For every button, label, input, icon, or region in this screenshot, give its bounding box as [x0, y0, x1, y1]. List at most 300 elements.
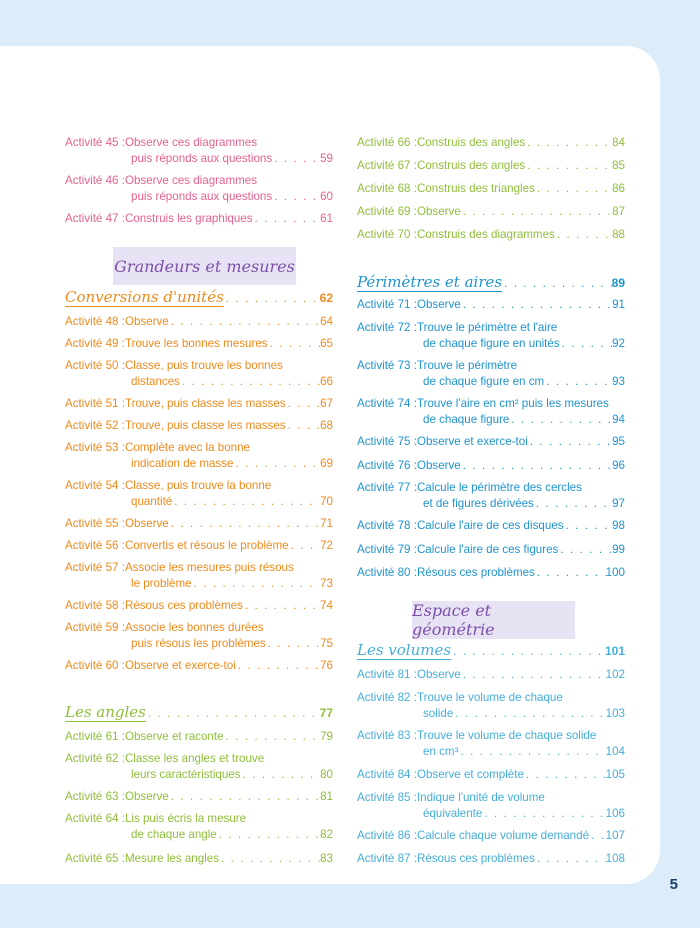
leader-dots [169, 516, 320, 532]
section-heading[interactable] [65, 703, 333, 722]
toc-entry[interactable] [65, 516, 333, 532]
activity-title: Classe les angles et trouve [124, 752, 265, 765]
activity-title: le problème [131, 577, 192, 590]
activity-title: Observe [124, 517, 169, 530]
activity-label: Activité 78 : [357, 519, 417, 532]
activity-title: leurs caractéristiques [131, 768, 241, 781]
activity-title: Trouve les bonnes mesures [124, 337, 268, 350]
leader-dots [461, 667, 606, 683]
activity-label: Activité 60 : [65, 659, 125, 672]
toc-entry[interactable] [357, 518, 625, 534]
activity-title: Construis des angles [416, 159, 526, 172]
toc-entry-line [65, 494, 333, 510]
activity-title: quantité [131, 495, 173, 508]
activity-label: Activité 55 : [65, 517, 125, 530]
activity-title: Calcule l'aire de ces figures [416, 543, 559, 556]
page-ref: 66 [320, 375, 333, 388]
toc-entry-line [65, 189, 333, 205]
toc-entry[interactable] [357, 542, 625, 558]
page-ref: 85 [612, 159, 625, 172]
toc-entry-line [357, 706, 625, 722]
toc-entry-line [357, 227, 625, 243]
activity-label: Activité 86 : [357, 829, 417, 842]
toc-entry[interactable] [65, 440, 333, 472]
toc-entry[interactable] [357, 458, 625, 474]
toc-entry-line [65, 811, 333, 827]
activity-label: Activité 54 : [65, 479, 125, 492]
page-ref: 59 [320, 152, 333, 165]
activity-label: Activité 53 : [65, 441, 125, 454]
toc-entry-line [357, 297, 625, 313]
leader-dots [241, 767, 321, 783]
activity-title: Indique l'unité de volume [416, 791, 545, 804]
toc-entry[interactable] [357, 181, 625, 197]
leader-dots [169, 789, 320, 805]
page-ref: 104 [605, 745, 625, 758]
leader-dots [272, 151, 320, 167]
page-ref: 64 [320, 315, 333, 328]
toc-entry[interactable] [65, 811, 333, 843]
toc-entry-line [357, 412, 625, 428]
activity-title: Lis puis écris la mesure [124, 812, 247, 825]
activity-label: Activité 56 : [65, 539, 125, 552]
section-banner: Grandeurs et mesures [113, 247, 296, 285]
page-ref: 94 [612, 413, 625, 426]
toc-entry[interactable] [357, 320, 625, 352]
page-ref: 86 [612, 182, 625, 195]
activity-title: Observe et exerce-toi [416, 435, 528, 448]
page-ref: 76 [320, 659, 333, 672]
toc-entry[interactable] [65, 598, 333, 614]
activity-title: Observe [416, 668, 461, 681]
activity-label: Activité 87 : [357, 852, 417, 865]
toc-entry-line [65, 789, 333, 805]
toc-entry-line [65, 336, 333, 352]
activity-label: Activité 64 : [65, 812, 125, 825]
activity-title: Trouve, puis classe les masses [124, 397, 286, 410]
activity-title: Trouve le volume de chaque solide [416, 729, 597, 742]
toc-entry-line [357, 320, 625, 336]
toc-entry[interactable] [357, 828, 625, 844]
activity-title: en cm³ [423, 745, 459, 758]
page-ref: 62 [319, 291, 333, 305]
leader-dots [253, 211, 321, 227]
activity-title: Observe [416, 205, 461, 218]
section-heading[interactable] [357, 641, 625, 660]
leader-dots [564, 518, 613, 534]
toc-entry-line [357, 480, 625, 496]
leader-dots [558, 542, 612, 558]
toc-entry[interactable] [357, 565, 625, 581]
page-ref: 91 [612, 298, 625, 311]
leader-dots [544, 374, 612, 390]
activity-label: Activité 83 : [357, 729, 417, 742]
leader-dots [482, 806, 605, 822]
activity-label: Activité 49 : [65, 337, 125, 350]
leader-dots [268, 336, 321, 352]
activity-title: Observe [124, 315, 169, 328]
toc-entry-line [357, 374, 625, 390]
toc-entry[interactable] [65, 538, 333, 554]
activity-title: Associe les bonnes durées [124, 621, 264, 634]
activity-label: Activité 66 : [357, 136, 417, 149]
leader-dots [589, 828, 606, 844]
leader-dots [243, 598, 320, 614]
toc-entry[interactable] [65, 358, 333, 390]
page-ref: 92 [612, 337, 625, 350]
page-ref: 68 [320, 419, 333, 432]
toc-entry-line [357, 790, 625, 806]
activity-title: Trouve le périmètre [416, 359, 518, 372]
activity-title: Observe et exerce-toi [124, 659, 236, 672]
toc-entry-line [65, 636, 333, 652]
toc-entry[interactable] [357, 297, 625, 313]
activity-title: Mesure les angles [124, 852, 220, 865]
toc-entry-line [65, 135, 333, 151]
activity-title: Résous ces problèmes [416, 852, 535, 865]
activity-label: Activité 59 : [65, 621, 125, 634]
activity-label: Activité 79 : [357, 543, 417, 556]
activity-title: de chaque figure en unités [423, 337, 560, 350]
leader-dots [509, 412, 612, 428]
activity-title: Construis des diagrammes [416, 228, 555, 241]
leader-dots [169, 314, 320, 330]
toc-entry-line [65, 560, 333, 576]
activity-title: indication de masse [131, 457, 234, 470]
page-ref: 103 [605, 707, 625, 720]
page-ref: 67 [320, 397, 333, 410]
toc-entry[interactable] [65, 418, 333, 434]
toc-entry[interactable] [65, 396, 333, 412]
activity-label: Activité 71 : [357, 298, 417, 311]
leader-dots [525, 158, 612, 174]
activity-label: Activité 76 : [357, 459, 417, 472]
activity-title: Observe et raconte [124, 730, 224, 743]
toc-entry-line [65, 751, 333, 767]
activity-title: de chaque angle [131, 828, 217, 841]
activity-label: Activité 63 : [65, 790, 125, 803]
activity-title: Résous ces problèmes [416, 566, 535, 579]
leader-dots [528, 434, 612, 450]
leader-dots [217, 827, 320, 843]
toc-entry[interactable] [357, 851, 625, 867]
activity-title: Construis des angles [416, 136, 526, 149]
page-ref: 102 [605, 668, 625, 681]
toc-entry[interactable] [357, 135, 625, 151]
activity-label: Activité 47 : [65, 212, 125, 225]
toc-entry[interactable] [65, 314, 333, 330]
activity-label: Activité 73 : [357, 359, 417, 372]
page-ref: 74 [320, 599, 333, 612]
toc-entry[interactable] [357, 767, 625, 783]
activity-label: Activité 45 : [65, 136, 125, 149]
activity-title: Observe ces diagrammes [124, 174, 258, 187]
leader-dots [502, 277, 612, 290]
toc-entry-line [357, 542, 625, 558]
activity-title: solide [423, 707, 454, 720]
toc-entry[interactable] [65, 336, 333, 352]
leader-dots [461, 297, 612, 313]
leader-dots [458, 744, 605, 760]
toc-entry-line [357, 135, 625, 151]
toc-entry[interactable] [357, 728, 625, 760]
activity-label: Activité 69 : [357, 205, 417, 218]
toc-entry-line [357, 496, 625, 512]
activity-label: Activité 50 : [65, 359, 125, 372]
activity-label: Activité 80 : [357, 566, 417, 579]
activity-title: Observe et complète [416, 768, 524, 781]
activity-title: Observe ces diagrammes [124, 136, 258, 149]
toc-entry-line [65, 576, 333, 592]
page-ref: 84 [612, 136, 625, 149]
page-ref: 80 [320, 768, 333, 781]
toc-entry[interactable] [357, 396, 625, 428]
activity-label: Activité 74 : [357, 397, 417, 410]
toc-entry[interactable] [357, 790, 625, 822]
toc-entry-line [357, 396, 625, 412]
toc-entry[interactable] [65, 211, 333, 227]
activity-title: Trouve l'aire en cm² puis les mesures [416, 397, 609, 410]
activity-label: Activité 65 : [65, 852, 125, 865]
leader-dots [233, 456, 320, 472]
leader-dots [461, 458, 612, 474]
activity-label: Activité 46 : [65, 174, 125, 187]
activity-title: Calcule l'aire de ces disques [416, 519, 564, 532]
toc-entry-line [357, 667, 625, 683]
toc-entry-line [65, 358, 333, 374]
toc-entry[interactable] [357, 158, 625, 174]
page-ref: 82 [320, 828, 333, 841]
toc-entry[interactable] [65, 478, 333, 510]
page-ref: 79 [320, 730, 333, 743]
toc-entry-line [65, 538, 333, 554]
activity-title: Trouve le périmètre et l'aire [416, 321, 558, 334]
activity-title: puis réponds aux questions [131, 152, 273, 165]
activity-label: Activité 52 : [65, 419, 125, 432]
leader-dots [224, 292, 320, 305]
toc-entry-line [65, 151, 333, 167]
toc-entry-line [357, 434, 625, 450]
activity-title: de chaque figure en cm [423, 375, 545, 388]
activity-label: Activité 82 : [357, 691, 417, 704]
leader-dots [224, 729, 321, 745]
activity-label: Activité 58 : [65, 599, 125, 612]
page-ref: 107 [605, 829, 625, 842]
toc-entry-line [65, 456, 333, 472]
activity-title: Complète avec la bonne [124, 441, 250, 454]
page-ref: 73 [320, 577, 333, 590]
page-ref: 101 [604, 644, 625, 658]
activity-title: et de figures dérivées [423, 497, 534, 510]
toc-entry[interactable] [357, 434, 625, 450]
leader-dots [266, 636, 320, 652]
toc-entry-line [65, 827, 333, 843]
activity-label: Activité 51 : [65, 397, 125, 410]
page-ref: 89 [611, 276, 625, 290]
activity-title: de chaque figure [423, 413, 510, 426]
toc-entry-line [357, 518, 625, 534]
toc-entry-line [65, 396, 333, 412]
activity-title: Associe les mesures puis résous [124, 561, 294, 574]
toc-entry-line [357, 181, 625, 197]
page-ref: 96 [612, 459, 625, 472]
toc-entry[interactable] [357, 667, 625, 683]
toc-entry-line [65, 211, 333, 227]
page-ref: 75 [320, 637, 333, 650]
page-number: 5 [669, 876, 678, 893]
activity-label: Activité 84 : [357, 768, 417, 781]
toc-entry-line [357, 358, 625, 374]
toc-entry[interactable] [357, 227, 625, 243]
leader-dots [289, 538, 320, 554]
toc-entry-line [65, 173, 333, 189]
page-ref: 69 [320, 457, 333, 470]
toc-entry[interactable] [65, 851, 333, 867]
page-ref: 88 [612, 228, 625, 241]
leader-dots [286, 418, 321, 434]
toc-entry[interactable] [357, 358, 625, 390]
section-heading[interactable] [65, 288, 333, 307]
toc-entry-line [357, 458, 625, 474]
leader-dots [555, 227, 612, 243]
leader-dots [286, 396, 321, 412]
leader-dots [146, 707, 320, 720]
leader-dots [180, 374, 320, 390]
activity-title: Classe, puis trouve la bonne [124, 479, 272, 492]
page-ref: 99 [612, 543, 625, 556]
toc-entry[interactable] [65, 658, 333, 674]
page-ref: 97 [612, 497, 625, 510]
leader-dots [535, 851, 606, 867]
page-ref: 83 [320, 852, 333, 865]
toc-entry-line [357, 690, 625, 706]
activity-label: Activité 72 : [357, 321, 417, 334]
section-heading[interactable] [357, 273, 625, 292]
activity-title: Convertis et résous le problème [124, 539, 289, 552]
leader-dots [535, 565, 606, 581]
toc-entry[interactable] [357, 204, 625, 220]
toc-entry-line [357, 828, 625, 844]
toc-entry[interactable] [65, 173, 333, 205]
toc-entry-line [357, 565, 625, 581]
toc-entry-line [357, 158, 625, 174]
page-ref: 77 [319, 706, 333, 720]
activity-title: équivalente [423, 807, 483, 820]
leader-dots [535, 181, 612, 197]
toc-entry-line [65, 598, 333, 614]
page-ref: 108 [605, 852, 625, 865]
toc-entry[interactable] [65, 620, 333, 652]
page-ref: 93 [612, 375, 625, 388]
toc-entry-line [65, 516, 333, 532]
page-ref: 95 [612, 435, 625, 448]
activity-title: Observe [416, 459, 461, 472]
page-ref: 100 [605, 566, 625, 579]
toc-entry-line [65, 440, 333, 456]
toc-entry-line [65, 767, 333, 783]
section-title: Les angles [65, 703, 146, 721]
toc-entry[interactable] [357, 690, 625, 722]
page-ref: 65 [320, 337, 333, 350]
toc-entry-line [65, 478, 333, 494]
activity-title: puis résous les problèmes [131, 637, 266, 650]
leader-dots [451, 645, 605, 658]
activity-label: Activité 68 : [357, 182, 417, 195]
page-ref: 71 [320, 517, 333, 530]
section-title: Conversions d'unités [65, 288, 224, 306]
activity-label: Activité 62 : [65, 752, 125, 765]
page-ref: 98 [612, 519, 625, 532]
activity-title: puis réponds aux questions [131, 190, 273, 203]
toc-entry[interactable] [65, 135, 333, 167]
leader-dots [192, 576, 321, 592]
activity-title: Trouve le volume de chaque [416, 691, 563, 704]
leader-dots [272, 189, 320, 205]
activity-label: Activité 85 : [357, 791, 417, 804]
page-ref: 70 [320, 495, 333, 508]
toc-entry-line [357, 806, 625, 822]
toc-entry-line [357, 728, 625, 744]
activity-title: Construis les graphiques [124, 212, 253, 225]
toc-entry-line [65, 729, 333, 745]
activity-title: Trouve, puis classe les masses [124, 419, 286, 432]
leader-dots [461, 204, 612, 220]
toc-entry-line [65, 658, 333, 674]
activity-title: distances [131, 375, 180, 388]
section-banner: Espace et géométrie [412, 601, 575, 639]
activity-title: Observe [124, 790, 169, 803]
toc-entry[interactable] [65, 789, 333, 805]
activity-title: Classe, puis trouve les bonnes [124, 359, 283, 372]
page-ref: 105 [605, 768, 625, 781]
toc-entry-line [357, 744, 625, 760]
section-title: Les volumes [357, 641, 452, 659]
leader-dots [560, 336, 612, 352]
leader-dots [453, 706, 605, 722]
activity-label: Activité 77 : [357, 481, 417, 494]
toc-entry-line [65, 851, 333, 867]
activity-title: Construis des triangles [416, 182, 535, 195]
leader-dots [525, 135, 612, 151]
toc-entry-line [65, 418, 333, 434]
activity-label: Activité 57 : [65, 561, 125, 574]
leader-dots [172, 494, 320, 510]
leader-dots [524, 767, 606, 783]
section-title: Périmètres et aires [357, 273, 503, 291]
leader-dots [534, 496, 612, 512]
toc-entry-line [65, 620, 333, 636]
activity-label: Activité 75 : [357, 435, 417, 448]
activity-title: Résous ces problèmes [124, 599, 243, 612]
leader-dots [219, 851, 320, 867]
activity-label: Activité 67 : [357, 159, 417, 172]
page-ref: 72 [320, 539, 333, 552]
activity-label: Activité 70 : [357, 228, 417, 241]
toc-entry[interactable] [65, 751, 333, 783]
activity-label: Activité 48 : [65, 315, 125, 328]
leader-dots [236, 658, 320, 674]
page-ref: 61 [320, 212, 333, 225]
toc-entry-line [65, 374, 333, 390]
toc-entry[interactable] [357, 480, 625, 512]
toc-entry-line [357, 851, 625, 867]
activity-title: Observe [416, 298, 461, 311]
activity-label: Activité 61 : [65, 730, 125, 743]
toc-entry[interactable] [65, 729, 333, 745]
toc-entry-line [357, 204, 625, 220]
page-ref: 81 [320, 790, 333, 803]
toc-entry[interactable] [65, 560, 333, 592]
